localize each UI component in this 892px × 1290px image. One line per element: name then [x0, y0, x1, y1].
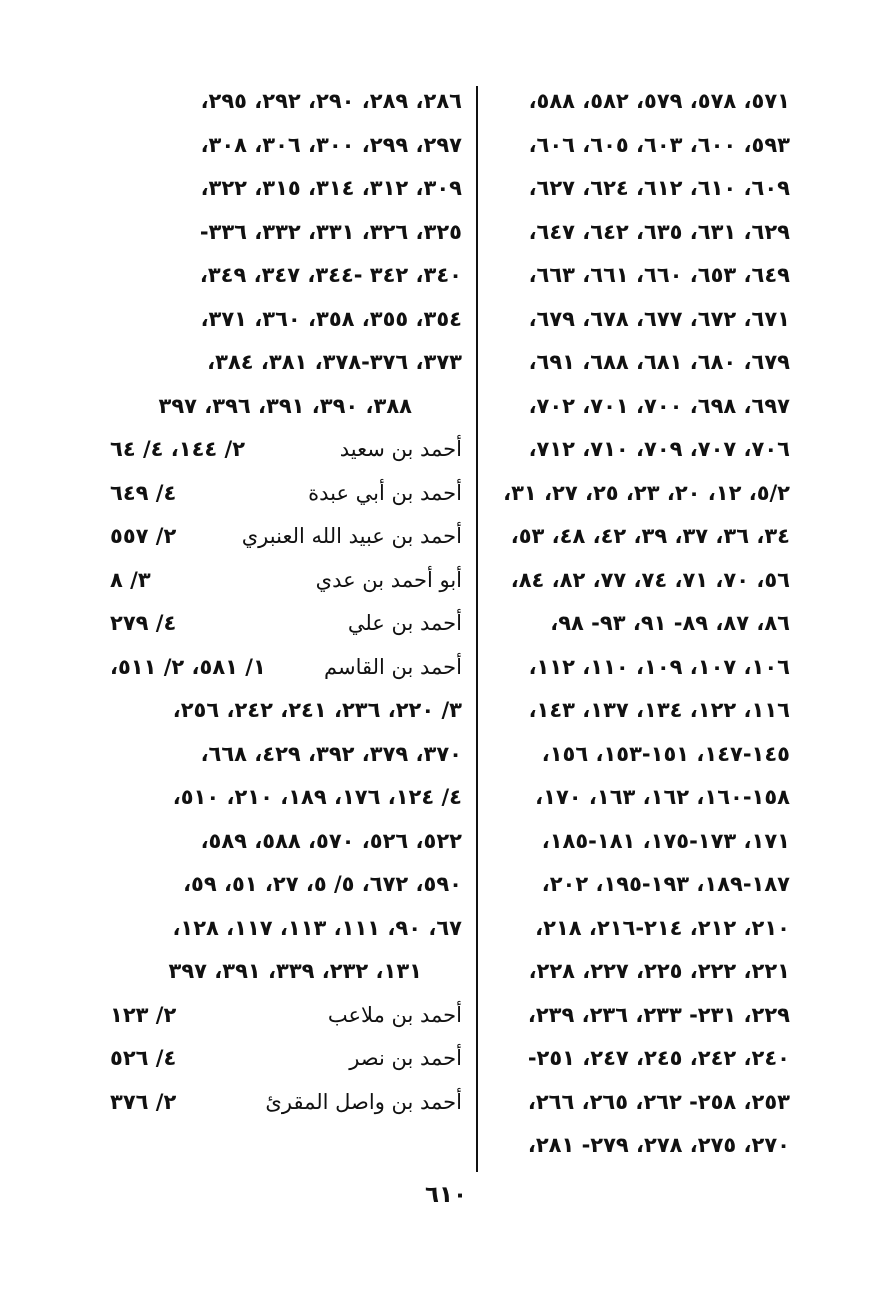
index-line: ٣/ ٢٢٠، ٢٣٦، ٢٤١، ٢٤٢، ٢٥٦،: [172, 698, 462, 722]
index-line: ٨٦، ٨٧، ٨٩- ٩١، ٩٣- ٩٨،: [550, 611, 790, 635]
index-line: ٦٧، ٩٠، ١١١، ١١٣، ١١٧، ١٢٨،: [172, 915, 462, 940]
index-line: ٥٦، ٧٠، ٧١، ٧٤، ٧٧، ٨٢، ٨٤،: [510, 567, 790, 592]
index-line: ٣٥٤، ٣٥٥، ٣٥٨، ٣٦٠، ٣٧١،: [200, 306, 462, 331]
index-line: ٣٧٣، ٣٧٦-٣٧٨، ٣٨١، ٣٨٤،: [207, 350, 462, 374]
index-line: ١٤٥-١٤٧، ١٥١-١٥٣، ١٥٦،: [541, 741, 790, 766]
entry-ref: ٢/ ١٢٣: [110, 1002, 177, 1027]
index-line: ٦٠٩، ٦١٠، ٦١٢، ٦٢٤، ٦٢٧،: [528, 176, 790, 200]
index-line: ٢٥٣، ٢٥٨- ٢٦٢، ٢٦٥، ٢٦٦،: [527, 1089, 790, 1114]
index-line: ٦٩٧، ٦٩٨، ٧٠٠، ٧٠١، ٧٠٢،: [528, 393, 790, 418]
index-line: ٣٨٨، ٣٩٠، ٣٩١، ٣٩٦، ٣٩٧: [158, 393, 412, 418]
index-line: ١٣١، ٢٣٢، ٣٣٩، ٣٩١، ٣٩٧: [168, 959, 422, 983]
index-line: ٥/٢، ١٢، ٢٠، ٢٣، ٢٥، ٢٧، ٣١،: [503, 480, 790, 505]
entry-name: أحمد بن أبي عبدة: [308, 480, 462, 505]
entry-ref: ٤/ ٢٧٩: [110, 611, 177, 635]
index-line: ٢٧٠، ٢٧٥، ٢٧٨، ٢٧٩- ٢٨١،: [527, 1133, 790, 1157]
index-line: ٢٤٠، ٢٤٢، ٢٤٥، ٢٤٧، ٢٥١-: [527, 1046, 790, 1070]
entry-name: أحمد بن عبيد الله العنبري: [241, 524, 462, 548]
entry-ref: ٤/ ٥٢٦: [110, 1046, 177, 1070]
entry-name: أحمد بن سعيد: [339, 437, 462, 461]
index-entry: [100, 602, 462, 646]
index-line: ١١٦، ١٢٢، ١٣٤، ١٣٧، ١٤٣،: [528, 698, 790, 722]
index-line: ٤/ ١٢٤، ١٧٦، ١٨٩، ٢١٠، ٥١٠،: [172, 785, 462, 809]
entry-ref: ١/ ٥٨١، ٢/ ٥١١،: [110, 654, 266, 679]
index-entry: [100, 1081, 462, 1125]
index-line: ٢٨٦، ٢٨٩، ٢٩٠، ٢٩٢، ٢٩٥،: [200, 89, 462, 113]
entry-ref: ٢/ ٣٧٦: [110, 1089, 177, 1114]
index-line: ٥٧١، ٥٧٨، ٥٧٩، ٥٨٢، ٥٨٨،: [528, 89, 790, 113]
left-column: [100, 80, 462, 1124]
index-entry: [100, 646, 462, 690]
index-line: ٥٩٣، ٦٠٠، ٦٠٣، ٦٠٥، ٦٠٦،: [528, 132, 790, 157]
index-entry: [100, 559, 462, 603]
entry-name: أحمد بن واصل المقرئ: [265, 1089, 462, 1114]
entry-ref: ٢/ ٥٥٧: [110, 524, 177, 548]
index-line: ٥٢٢، ٥٢٦، ٥٧٠، ٥٨٨، ٥٨٩،: [200, 828, 462, 853]
index-line: ٣٤، ٣٦، ٣٧، ٣٩، ٤٢، ٤٨، ٥٣،: [510, 524, 790, 548]
index-line: ٣٢٥، ٣٢٦، ٣٣١، ٣٣٢، ٣٣٦-: [199, 219, 462, 244]
index-entry: [100, 428, 462, 472]
index-line: ٦٤٩، ٦٥٣، ٦٦٠، ٦٦١، ٦٦٣،: [528, 263, 790, 287]
index-line: ١٠٦، ١٠٧، ١٠٩، ١١٠، ١١٢،: [528, 654, 790, 679]
index-line: ٣٠٩، ٣١٢، ٣١٤، ٣١٥، ٣٢٢،: [200, 176, 462, 200]
index-line: ٥٩٠، ٦٧٢، ٥/ ٥، ٢٧، ٥١، ٥٩،: [183, 872, 462, 896]
entry-ref: ٤/ ٦٤٩: [110, 480, 177, 505]
index-line: ١٥٨-١٦٠، ١٦٢، ١٦٣، ١٧٠،: [535, 785, 790, 809]
index-line: ٧٠٦، ٧٠٧، ٧٠٩، ٧١٠، ٧١٢،: [528, 437, 790, 461]
right-column: [490, 80, 790, 1168]
index-entry: [100, 994, 462, 1038]
index-entry: [100, 472, 462, 516]
entry-ref: ٣/ ٨: [110, 567, 151, 592]
index-line: ٦٧١، ٦٧٢، ٦٧٧، ٦٧٨، ٦٧٩،: [528, 306, 790, 331]
index-line: ٣٧٠، ٣٧٩، ٣٩٢، ٤٢٩، ٦٦٨،: [200, 741, 462, 766]
index-entry: [100, 1037, 462, 1081]
entry-name: أحمد بن القاسم: [324, 654, 462, 679]
page-number: ٦١٠: [424, 1182, 468, 1208]
index-line: ١٧١، ١٧٣-١٧٥، ١٨١-١٨٥،: [541, 828, 790, 853]
entry-name: أحمد بن علي: [347, 611, 462, 635]
index-line: ٦٧٩، ٦٨٠، ٦٨١، ٦٨٨، ٦٩١،: [528, 350, 790, 374]
column-divider: [476, 86, 478, 1172]
index-line: ١٨٧-١٨٩، ١٩٣-١٩٥، ٢٠٢،: [541, 872, 790, 896]
index-line: ٦٢٩، ٦٣١، ٦٣٥، ٦٤٢، ٦٤٧،: [528, 219, 790, 244]
entry-ref: ٢/ ١٤٤، ٤/ ٦٤: [110, 437, 246, 461]
index-line: ٢٢٩، ٢٣١- ٢٣٣، ٢٣٦، ٢٣٩،: [527, 1002, 790, 1027]
entry-name: أبو أحمد بن عدي: [315, 567, 462, 592]
index-entry: [100, 515, 462, 559]
index-line: ٢٢١، ٢٢٢، ٢٢٥، ٢٢٧، ٢٢٨،: [528, 959, 790, 983]
index-line: ٢١٠، ٢١٢، ٢١٤-٢١٦، ٢١٨،: [535, 915, 790, 940]
index-line: ٢٩٧، ٢٩٩، ٣٠٠، ٣٠٦، ٣٠٨،: [200, 132, 462, 157]
index-line: ٣٤٠، ٣٤٢ -٣٤٤، ٣٤٧، ٣٤٩،: [199, 263, 462, 287]
entry-name: أحمد بن ملاعب: [327, 1002, 462, 1027]
entry-name: أحمد بن نصر: [349, 1046, 462, 1070]
